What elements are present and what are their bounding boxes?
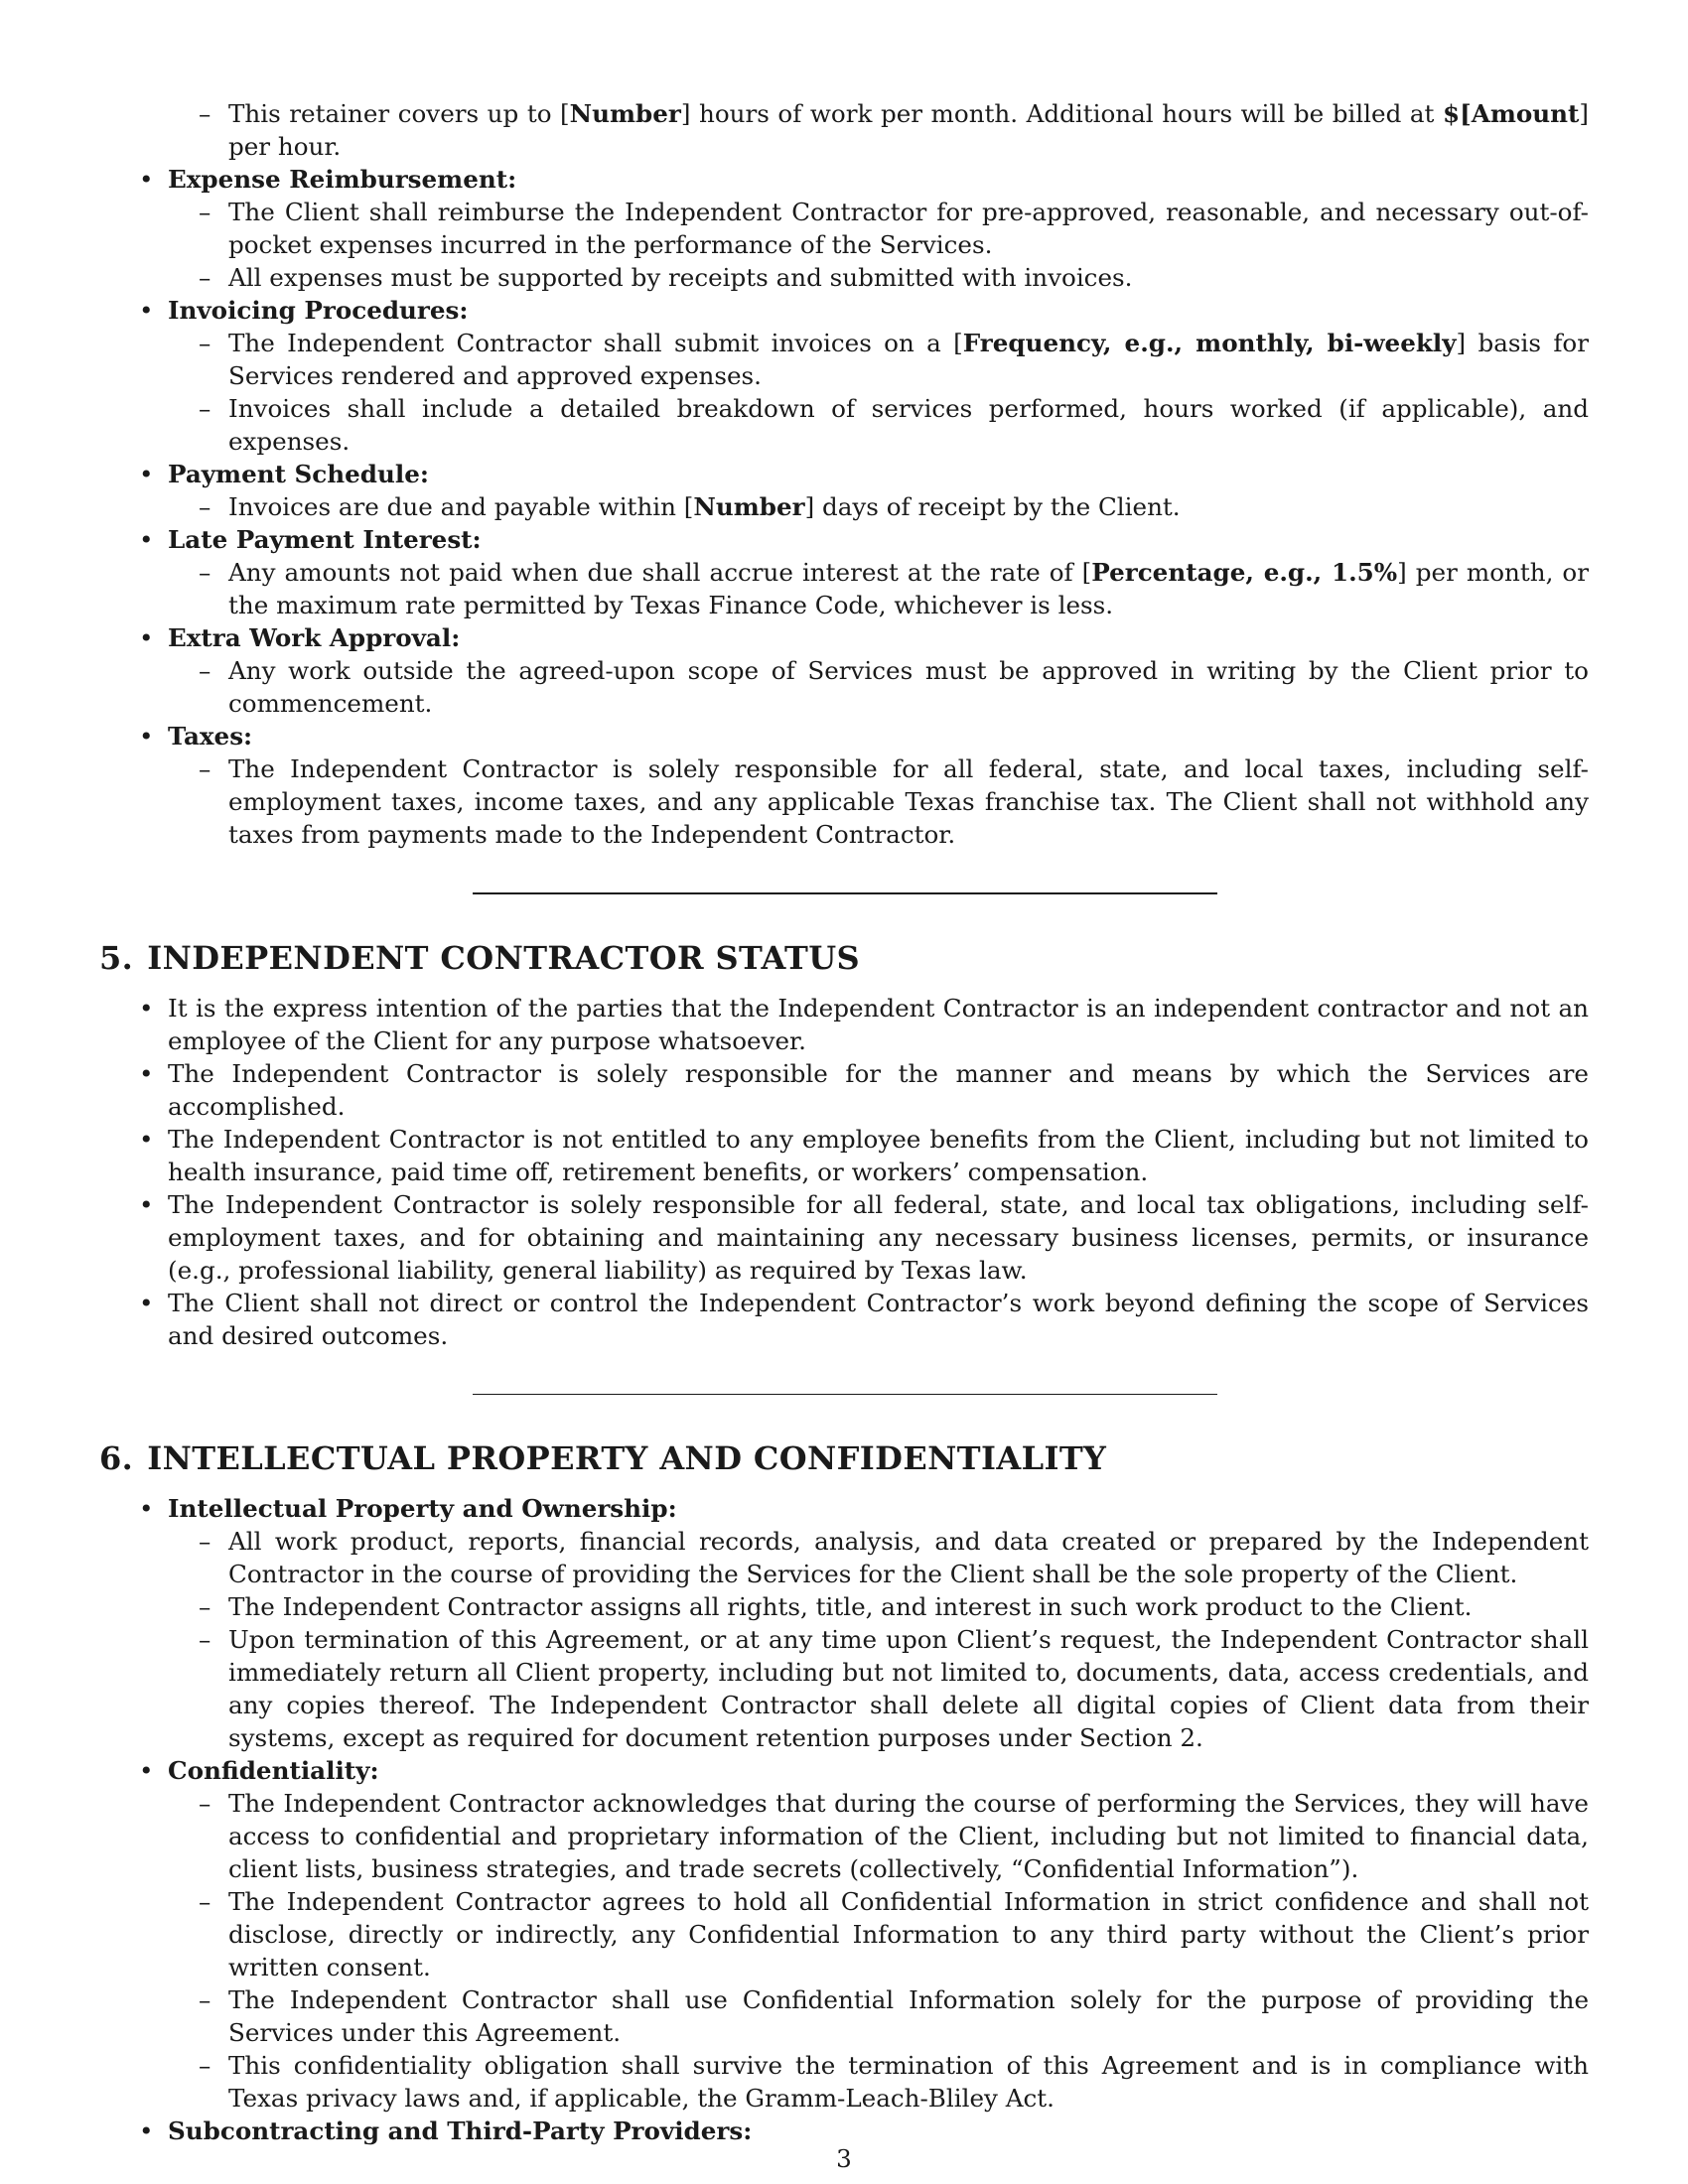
compensation-list: [99, 97, 1589, 851]
confidentiality-item-1: – The Independent Contractor acknowledges that during the course of performing the Services, they will have access to confidential and proprietary information of the Client, including but not limited to financial data, client lists, business strategies, and trade secrets (collectively, “Confidential Information”).: [168, 1787, 1589, 1885]
payment-schedule-item: [99, 458, 1589, 523]
section-5-heading: 5. INDEPENDENT CONTRACTOR STATUS: [99, 939, 861, 977]
ip-item-3: – Upon termination of this Agreement, or at any time upon Client’s request, the Independent Contractor shall immediately return all Client property, including but not limited to, documents, data, access credentials, and any copies thereof. The Independent Contractor shall delete all digital copies of Client data from their systems, except as required for document retention purposes under Section 2.: [168, 1623, 1589, 1754]
late-payment-item-1: – Any amounts not paid when due shall accrue interest at the rate of [Percentage, e.g., 1.5%] per month, or the maximum rate permitted by Texas Finance Code, whichever is less.: [168, 556, 1589, 621]
confidentiality-item-3: – The Independent Contractor shall use Confidential Information solely for the purpose of providing the Services under this Agreement.: [168, 1983, 1589, 2049]
invoicing-item-1: – The Independent Contractor shall submit invoices on a [Frequency, e.g., monthly, bi-weekly] basis for Services rendered and approved expenses.: [168, 327, 1589, 392]
extra-work-item-1: – Any work outside the agreed-upon scope of Services must be approved in writing by the Client prior to commencement.: [168, 654, 1589, 720]
section-5-item-3: • The Independent Contractor is not entitled to any employee benefits from the Client, including but not limited to health insurance, paid time off, retirement benefits, or workers’ compensation.: [99, 1123, 1589, 1188]
subcontracting-heading: Subcontracting and Third-Party Providers:: [168, 2116, 753, 2145]
confidentiality-item-4: – This confidentiality obligation shall survive the termination of this Agreement and is in compliance with Texas privacy laws and, if applicable, the Gramm-Leach-Bliley Act.: [168, 2049, 1589, 2115]
retainer-continuation: [99, 97, 1589, 163]
page-content: [99, 97, 1589, 2147]
extra-work-heading: Extra Work Approval:: [168, 623, 461, 652]
taxes-item: [99, 720, 1589, 851]
retainer-hours-item: – This retainer covers up to [Number] hours of work per month. Additional hours will be billed at $[Amount] per hour.: [168, 97, 1589, 163]
expense-reimbursement-item: [99, 163, 1589, 294]
section-5-list: [99, 992, 1589, 1352]
invoicing-heading: Invoicing Procedures:: [168, 296, 469, 325]
payment-item-1: – Invoices are due and payable within [Number] days of receipt by the Client.: [168, 490, 1589, 523]
section-6-heading: 6. INTELLECTUAL PROPERTY AND CONFIDENTIALITY: [99, 1439, 1107, 1477]
section-divider: [473, 892, 1217, 894]
invoicing-item-2: – Invoices shall include a detailed breakdown of services performed, hours worked (if applicable), and expenses.: [168, 392, 1589, 458]
section-5-item-4: • The Independent Contractor is solely responsible for all federal, state, and local tax obligations, including self-employment taxes, and for obtaining and maintaining any necessary business licenses, permits, or insurance (e.g., professional liability, general liability) as required by Texas law.: [99, 1188, 1589, 1287]
payment-heading: Payment Schedule:: [168, 460, 429, 488]
late-payment-heading: Late Payment Interest:: [168, 525, 482, 554]
confidentiality-item: [99, 1754, 1589, 2115]
section-5-item-1: • It is the express intention of the parties that the Independent Contractor is an independent contractor and not an employee of the Client for any purpose whatsoever.: [99, 992, 1589, 1057]
section-6-list: [99, 1492, 1589, 2147]
expense-heading: Expense Reimbursement:: [168, 165, 517, 194]
ip-heading: Intellectual Property and Ownership:: [168, 1494, 677, 1523]
section-5-item-2: • The Independent Contractor is solely responsible for the manner and means by which the Services are accomplished.: [99, 1057, 1589, 1123]
page-number: 3: [836, 2144, 852, 2173]
subcontracting-item: [99, 2115, 1589, 2147]
expense-item-2: – All expenses must be supported by receipts and submitted with invoices.: [168, 261, 1589, 294]
extra-work-item: [99, 621, 1589, 720]
ip-item-1: – All work product, reports, financial records, analysis, and data created or prepared by the Independent Contractor in the course of providing the Services for the Client shall be the sole property of the Client.: [168, 1525, 1589, 1590]
ip-ownership-item: [99, 1492, 1589, 1754]
confidentiality-heading: Confidentiality:: [168, 1756, 379, 1785]
section-divider: [473, 1394, 1217, 1395]
taxes-heading: Taxes:: [168, 722, 253, 751]
ip-item-2: – The Independent Contractor assigns all rights, title, and interest in such work product to the Client.: [168, 1590, 1589, 1623]
late-payment-item: [99, 523, 1589, 621]
expense-item-1: – The Client shall reimburse the Independent Contractor for pre-approved, reasonable, and necessary out-of-pocket expenses incurred in the performance of the Services.: [168, 196, 1589, 261]
invoicing-procedures-item: [99, 294, 1589, 458]
taxes-item-1: – The Independent Contractor is solely responsible for all federal, state, and local taxes, including self-employment taxes, income taxes, and any applicable Texas franchise tax. The Client shall not withhold any taxes from payments made to the Independent Contractor.: [168, 752, 1589, 851]
section-5-item-5: • The Client shall not direct or control the Independent Contractor’s work beyond defining the scope of Services and desired outcomes.: [99, 1287, 1589, 1352]
confidentiality-item-2: – The Independent Contractor agrees to hold all Confidential Information in strict confidence and shall not disclose, directly or indirectly, any Confidential Information to any third party without the Client’s prior written consent.: [168, 1885, 1589, 1983]
